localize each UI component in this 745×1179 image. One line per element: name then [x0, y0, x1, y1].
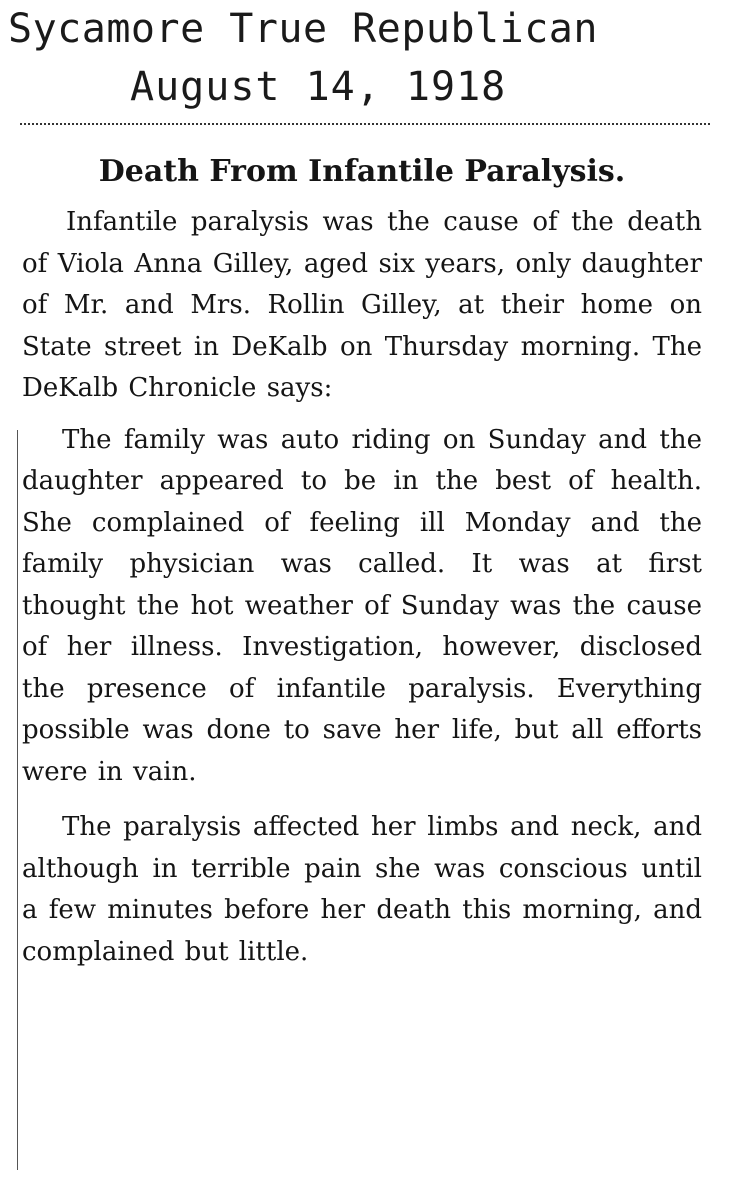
article-paragraph-3: The paralysis affected her limbs and neck, and although in terrible pain she was conscious until a few minutes before her death this morning, and complained but little.	[22, 812, 702, 967]
publication-date: August 14, 1918	[130, 64, 507, 110]
column-rule	[17, 430, 18, 1170]
article-paragraph-1: Infantile paralysis was the cause of the death of Viola Anna Gilley, aged six years, only daughter of Mr. and Mrs. Rollin Gilley, at their home on State street in DeKalb on Thursday morning. The DeKalb Chronicle says:	[22, 207, 702, 403]
newspaper-name: Sycamore True Republican	[8, 6, 598, 52]
header-divider	[20, 123, 710, 125]
article-paragraph-2: The family was auto riding on Sunday and the daughter appeared to be in the best of health. She complained of feeling ill Monday and the family physician was called. It was at first thought the hot weather of Sunday was the cause of her illness. Investigation, however, disclosed the presence of infantile paralysis. Everything possible was done to save her life, but all efforts were in vain.	[22, 424, 702, 787]
article-headline: Death From Infantile Paralysis.	[98, 154, 626, 189]
masthead	[0, 0, 745, 116]
article	[22, 146, 702, 987]
